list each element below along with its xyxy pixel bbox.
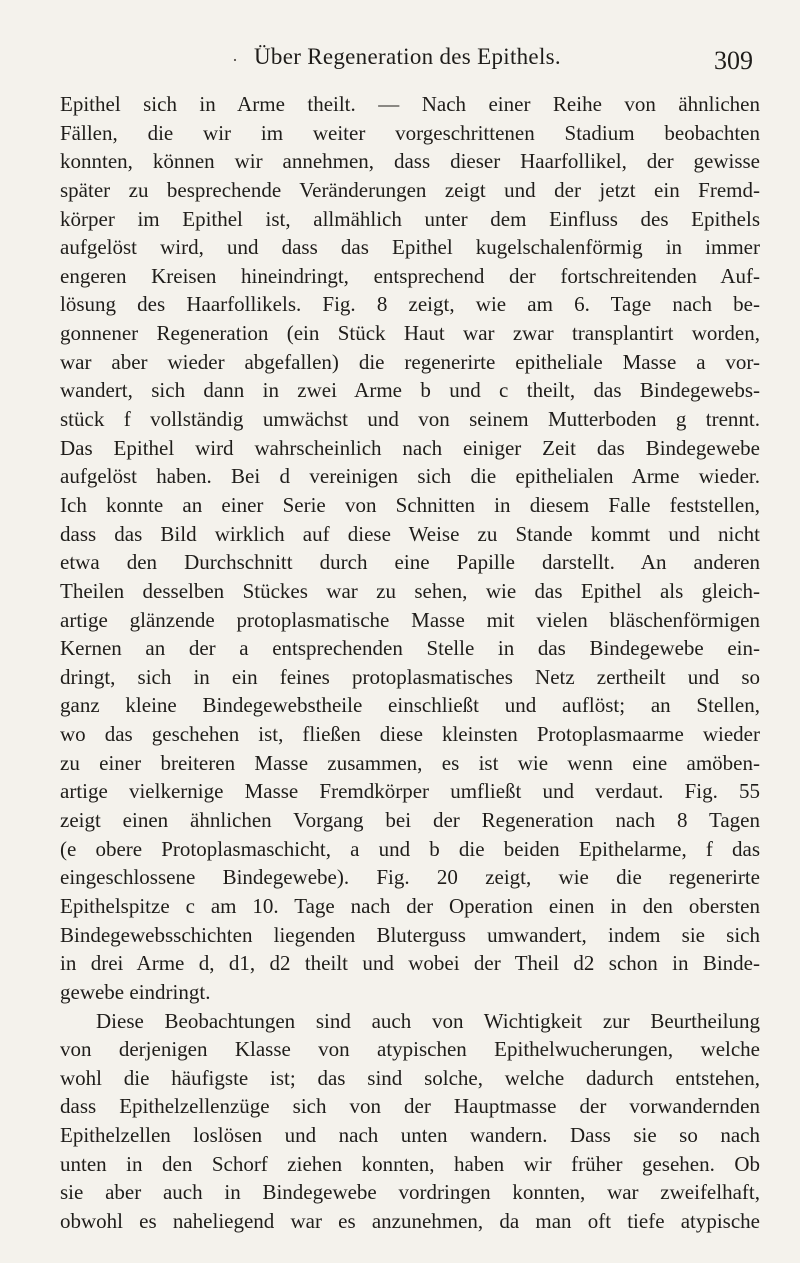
- text-line: artige vielkernige Masse Fremdkörper umfließt und verdaut. Fig. 55: [60, 779, 760, 804]
- text-line: dass das Bild wirklich auf diese Weise zu Stande kommt und nicht: [60, 521, 760, 546]
- paragraph-2: [60, 1007, 760, 1236]
- text-line: artige glänzende protoplasmatische Masse mit vielen bläschenförmigen: [60, 607, 760, 632]
- text-line: stück f vollständig umwächst und von seinem Mutterboden g trennt.: [60, 407, 760, 432]
- text-line: zeigt einen ähnlichen Vorgang bei der Regeneration nach 8 Tagen: [60, 808, 760, 833]
- text-line: Epithel sich in Arme theilt. — Nach einer Reihe von ähnlichen: [60, 92, 760, 116]
- paragraph-1: [60, 90, 760, 1007]
- text-line: Fällen, die wir im weiter vorgeschrittenen Stadium beobachten: [60, 120, 760, 145]
- text-line: dringt, sich in ein feines protoplasmatisches Netz zertheilt und so: [60, 664, 760, 689]
- text-line: später zu besprechende Veränderungen zeigt und der jetzt ein Fremd-: [60, 177, 760, 202]
- text-line: Epithelspitze c am 10. Tage nach der Operation einen in den obersten: [60, 893, 760, 918]
- text-line: eingeschlossene Bindegewebe). Fig. 20 zeigt, wie die regenerirte: [60, 865, 760, 890]
- text-line: obwohl es naheliegend war es anzunehmen, da man oft tiefe atypische: [60, 1208, 760, 1233]
- text-line: engeren Kreisen hineindringt, entsprechend der fortschreitenden Auf-: [60, 263, 760, 288]
- text-line: unten in den Schorf ziehen konnten, haben wir früher gesehen. Ob: [60, 1151, 760, 1176]
- text-line: wo das geschehen ist, fließen diese kleinsten Protoplasmaarme wieder: [60, 722, 760, 747]
- text-line: lösung des Haarfollikels. Fig. 8 zeigt, wie am 6. Tage nach be-: [60, 292, 760, 317]
- text-line: ganz kleine Bindegewebstheile einschließt und auflöst; an Stellen,: [60, 693, 760, 718]
- text-line: wohl die häufigste ist; das sind solche, welche dadurch entstehen,: [60, 1065, 760, 1090]
- text-line: Diese Beobachtungen sind auch von Wichtigkeit zur Beurtheilung: [96, 1008, 760, 1033]
- text-line: Das Epithel wird wahrscheinlich nach einiger Zeit das Bindegewebe: [60, 435, 760, 460]
- text-line: Ich konnte an einer Serie von Schnitten in diesem Falle feststellen,: [60, 492, 760, 517]
- header-mark: ·: [232, 50, 238, 70]
- text-line: etwa den Durchschnitt durch eine Papille darstellt. An anderen: [60, 550, 760, 575]
- text-line: gewebe eindringt.: [60, 979, 211, 1004]
- body-text: [60, 90, 760, 1236]
- text-line: wandert, sich dann in zwei Arme b und c theilt, das Bindegewebs-: [60, 378, 760, 403]
- text-line: (e obere Protoplasmaschicht, a und b die beiden Epithelarme, f das: [60, 836, 760, 861]
- text-line: in drei Arme d, d1, d2 theilt und wobei der Theil d2 schon in Binde-: [60, 951, 760, 976]
- text-line: dass Epithelzellenzüge sich von der Hauptmasse der vorwandernden: [60, 1094, 760, 1119]
- text-line: zu einer breiteren Masse zusammen, es ist wie wenn eine amöben-: [60, 750, 760, 775]
- text-line: Epithelzellen loslösen und nach unten wandern. Dass sie so nach: [60, 1123, 760, 1148]
- text-line: Kernen an der a entsprechenden Stelle in das Bindegewebe ein-: [60, 636, 760, 661]
- page-number: 309: [714, 46, 753, 75]
- text-line: von derjenigen Klasse von atypischen Epithelwucherungen, welche: [60, 1037, 760, 1062]
- text-line: konnten, können wir annehmen, dass dieser Haarfollikel, der gewisse: [60, 149, 760, 174]
- text-line: aufgelöst wird, und dass das Epithel kugelschalenförmig in immer: [60, 235, 760, 260]
- text-line: körper im Epithel ist, allmählich unter dem Einfluss des Epithels: [60, 206, 760, 231]
- text-line: gonnener Regeneration (ein Stück Haut war zwar transplantirt worden,: [60, 321, 760, 346]
- text-line: war aber wieder abgefallen) die regenerirte epitheliale Masse a vor-: [60, 349, 760, 374]
- text-line: sie aber auch in Bindegewebe vordringen konnten, war zweifelhaft,: [60, 1180, 760, 1205]
- running-header: [0, 44, 800, 74]
- text-line: Theilen desselben Stückes war zu sehen, wie das Epithel als gleich-: [60, 578, 760, 603]
- running-title: Über Regeneration des Epithels.: [254, 44, 561, 69]
- text-line: aufgelöst haben. Bei d vereinigen sich die epithelialen Arme wieder.: [60, 464, 760, 489]
- text-line: Bindegewebsschichten liegenden Bluterguss umwandert, indem sie sich: [60, 922, 760, 947]
